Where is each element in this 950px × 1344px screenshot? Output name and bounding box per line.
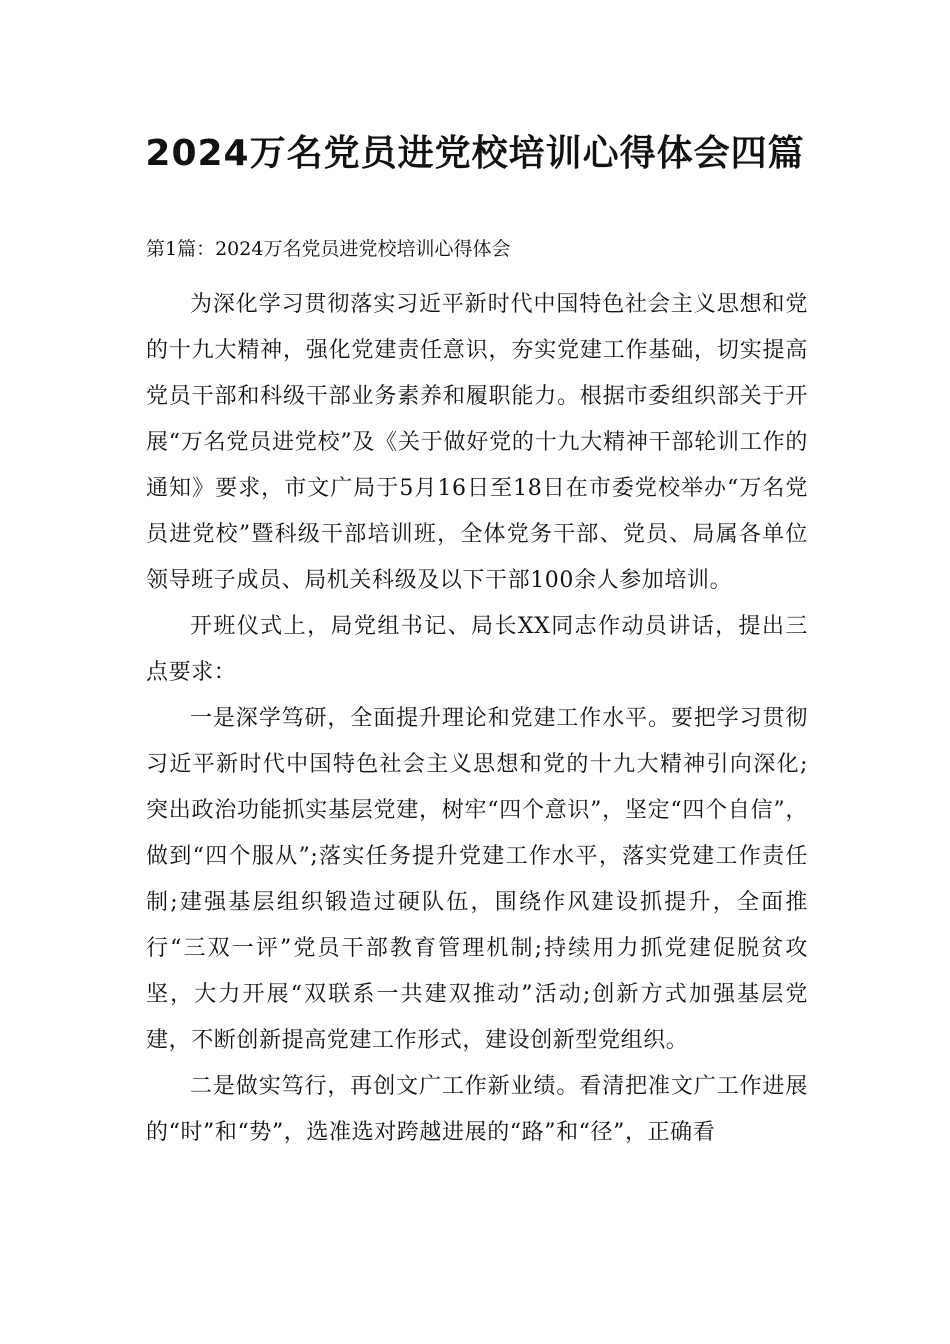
paragraph-intro: 为深化学习贯彻落实习近平新时代中国特色社会主义思想和党的十九大精神，强化党建责任意识，夯实党建工作基础，切实提高党员干部和科级干部业务素养和履职能力。根据市委组织部关于开展“万名党员进党校”及《关于做好党的十九大精神干部轮训工作的通知》要求，市文广局于5月16日至18日在市委党校举办“万名党员进党校”暨科级干部培训班，全体党务干部、党员、局属各单位领导班子成员、局机关科级及以下干部100余人参加培训。	[146, 292, 808, 593]
paragraph-requirement-two: 二是做实笃行，再创文广工作新业绩。看清把准文广工作进展的“时”和“势”，选准选对跨越进展的“路”和“径”，正确看	[146, 1074, 808, 1145]
document-title: 2024万名党员进党校培训心得体会四篇	[145, 133, 805, 174]
document-body	[146, 282, 808, 1156]
paragraph-requirement-one: 一是深学笃研，全面提升理论和党建工作水平。要把学习贯彻习近平新时代中国特色社会主义思想和党的十九大精神引向深化;突出政治功能抓实基层党建，树牢“四个意识”，坚定“四个自信”，做到“四个服从”;落实任务提升党建工作水平，落实党建工作责任制;建强基层组织锻造过硬队伍，围绕作风建设抓提升，全面推行“三双一评”党员干部教育管理机制;持续用力抓党建促脱贫攻坚，大力开展“双联系一共建双推动”活动;创新方式加强基层党建，不断创新提高党建工作形式，建设创新型党组织。	[146, 706, 808, 1053]
section-heading: 第1篇：2024万名党员进党校培训心得体会	[146, 238, 511, 260]
paragraph-opening-ceremony: 开班仪式上，局党组书记、局长XX同志作动员讲话，提出三点要求：	[146, 614, 808, 685]
